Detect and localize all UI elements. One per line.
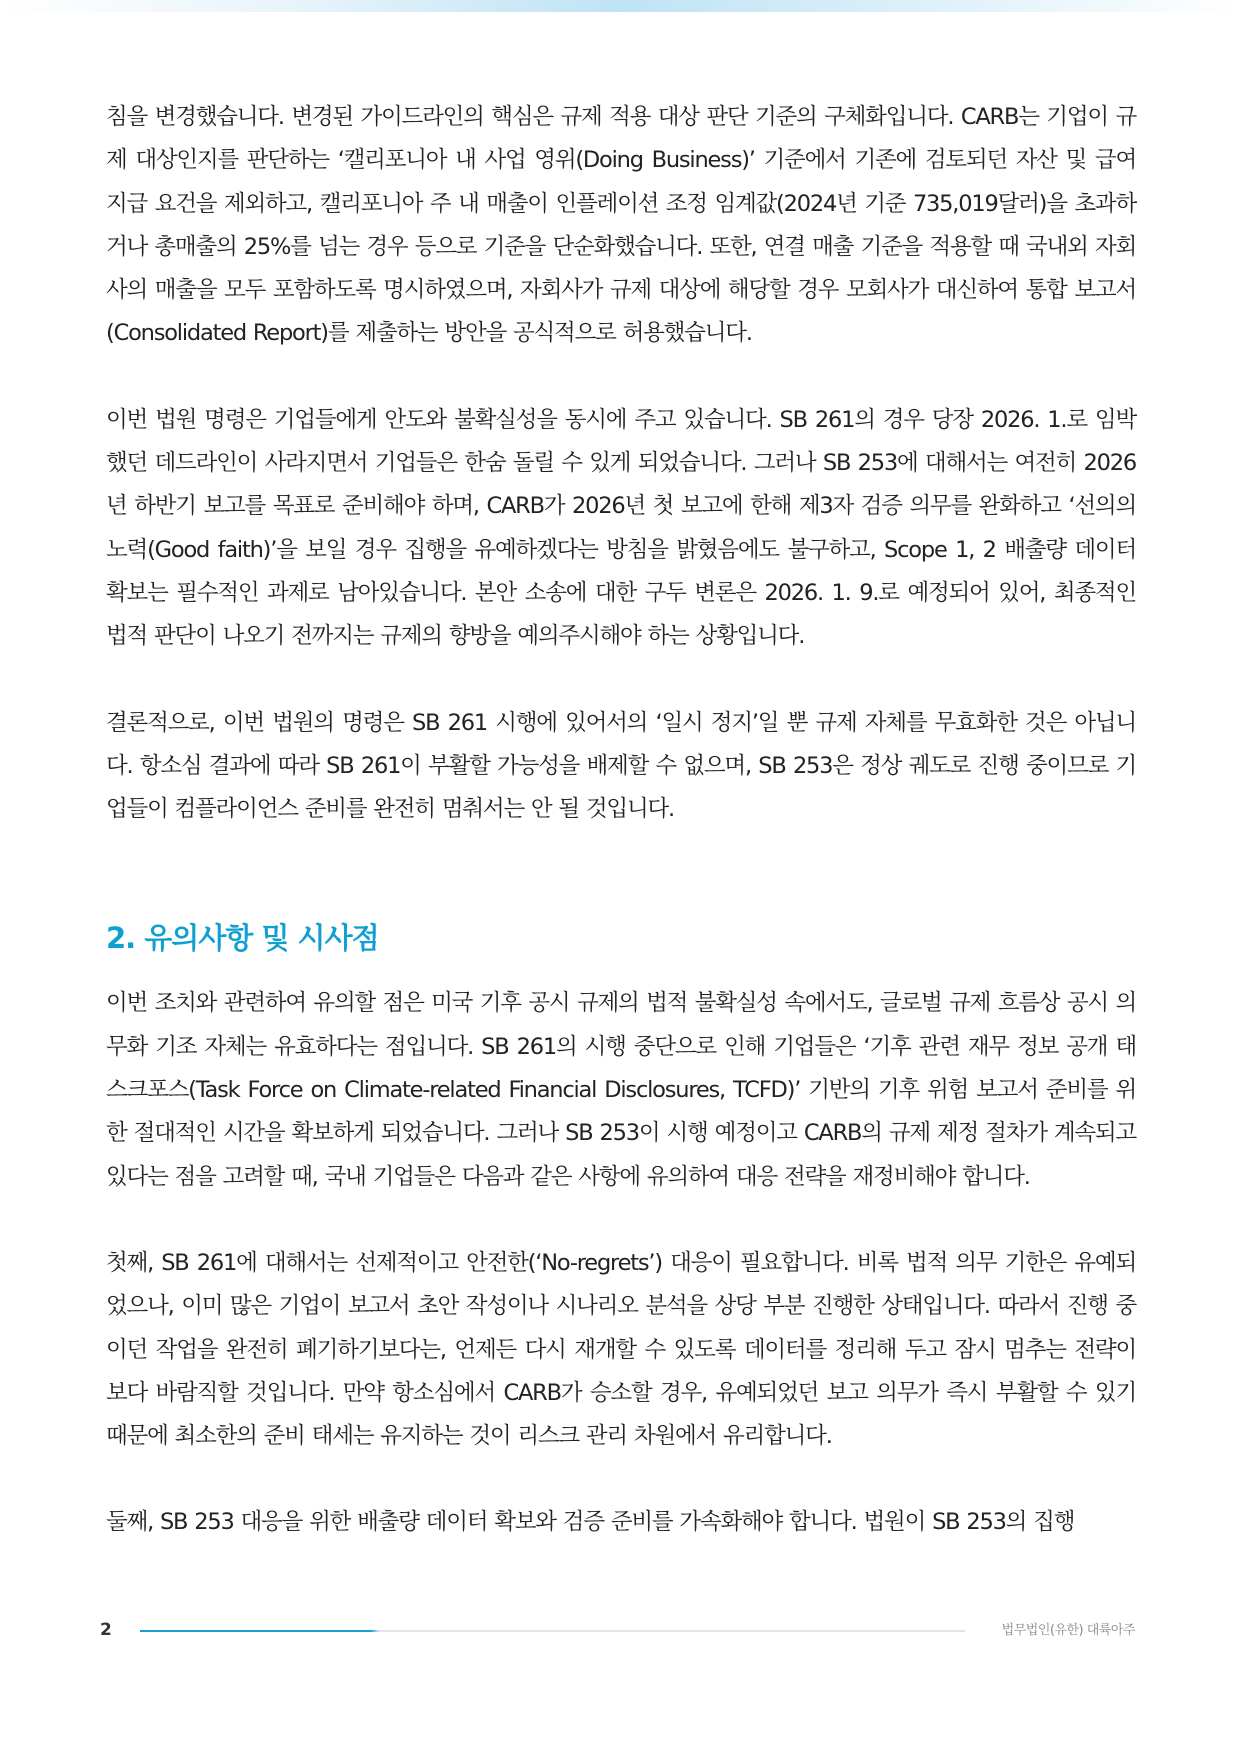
paragraph-gap <box>106 1199 1136 1242</box>
paragraph-gap <box>106 1458 1136 1501</box>
section-gap <box>106 874 1136 917</box>
page-footer <box>0 1620 1241 1660</box>
heading-gap <box>106 960 1136 982</box>
top-gradient-band <box>0 0 1241 12</box>
firm-name: 법무법인(유한) 대륙아주 <box>1001 1623 1135 1638</box>
paragraph-conclusion: 결론적으로, 이번 법원의 명령은 SB 261 시행에 있어서의 ‘일시 정지’일 뿐 규제 자체를 무효화한 것은 아닙니다. 항소심 결과에 따라 SB 261이 부활할 가능성을 배제할 수 없으며, SB 253은 정상 궤도로 진행 중이므로 기업들이 컴플라이언스 준비를 완전히 멈춰서는 안 될 것입니다. <box>106 709 1136 823</box>
paragraph-second-point: 둘째, SB 253 대응을 위한 배출량 데이터 확보와 검증 준비를 가속화해야 합니다. 법원이 SB 253의 집행 <box>106 1509 1075 1536</box>
footer-divider <box>140 1630 965 1632</box>
paragraph-gap <box>106 831 1136 874</box>
paragraph-gap <box>106 659 1136 702</box>
paragraph-court-order: 이번 법원 명령은 기업들에게 안도와 불확실성을 동시에 주고 있습니다. SB 261의 경우 당장 2026. 1.로 임박했던 데드라인이 사라지면서 기업들은 한숨 돌릴 수 있게 되었습니다. 그러나 SB 253에 대해서는 여전히 2026년 하반기 보고를 목표로 준비해야 하며, CARB가 2026년 첫 보고에 한해 제3자 검증 의무를 완화하고 ‘선의의 노력(Good faith)’을 보일 경우 집행을 유예하겠다는 방침을 밝혔음에도 불구하고, Scope 1, 2 배출량 데이터 확보는 필수적인 과제로 남아있습니다. 본안 소송에 대한 구두 변론은 2026. 1. 9.로 예정되어 있어, 최종적인 법적 판단이 나오기 전까지는 규제의 향방을 예의주시해야 하는 상황입니다. <box>106 406 1136 650</box>
document-body <box>106 96 1136 1545</box>
paragraph-section-intro: 이번 조치와 관련하여 유의할 점은 미국 기후 공시 규제의 법적 불확실성 속에서도, 글로벌 규제 흐름상 공시 의무화 기조 자체는 유효하다는 점입니다. SB 261의 시행 중단으로 인해 기업들은 ‘기후 관련 재무 정보 공개 태스크포스(Task Force on Climate-related Financial Disclosures, TCFD)’ 기반의 기후 위험 보고서 준비를 위한 절대적인 시간을 확보하게 되었습니다. 그러나 SB 253이 시행 예정이고 CARB의 규제 제정 절차가 계속되고 있다는 점을 고려할 때, 국내 기업들은 다음과 같은 사항에 유의하여 대응 전략을 재정비해야 합니다. <box>106 990 1136 1190</box>
paragraph-first-point: 첫째, SB 261에 대해서는 선제적이고 안전한(‘No-regrets’) 대응이 필요합니다. 비록 법적 의무 기한은 유예되었으나, 이미 많은 기업이 보고서 초안 작성이나 시나리오 분석을 상당 부분 진행한 상태입니다. 따라서 진행 중이던 작업을 완전히 폐기하기보다는, 언제든 다시 재개할 수 있도록 데이터를 정리해 두고 잠시 멈추는 전략이 보다 바람직할 것입니다. 만약 항소심에서 CARB가 승소할 경우, 유예되었던 보고 의무가 즉시 부활할 수 있기 때문에 최소한의 준비 태세는 유지하는 것이 리스크 관리 차원에서 유리합니다. <box>106 1249 1136 1450</box>
paragraph-gap <box>106 356 1136 399</box>
page-number: 2 <box>100 1620 112 1640</box>
paragraph-carb-guideline: 침을 변경했습니다. 변경된 가이드라인의 핵심은 규제 적용 대상 판단 기준의 구체화입니다. CARB는 기업이 규제 대상인지를 판단하는 ‘캘리포니아 내 사업 영위(Doing Business)’ 기준에서 기존에 검토되던 자산 및 급여 지급 요건을 제외하고, 캘리포니아 주 내 매출이 인플레이션 조정 임계값(2024년 기준 735,019달러)을 초과하거나 총매출의 25%를 넘는 경우 등으로 기준을 단순화했습니다. 또한, 연결 매출 기준을 적용할 때 국내외 자회사의 매출을 모두 포함하도록 명시하였으며, 자회사가 규제 대상에 해당할 경우 모회사가 대신하여 통합 보고서(Consolidated Report)를 제출하는 방안을 공식적으로 허용했습니다. <box>106 104 1136 347</box>
section-heading: 2. 유의사항 및 시사점 <box>106 921 379 956</box>
